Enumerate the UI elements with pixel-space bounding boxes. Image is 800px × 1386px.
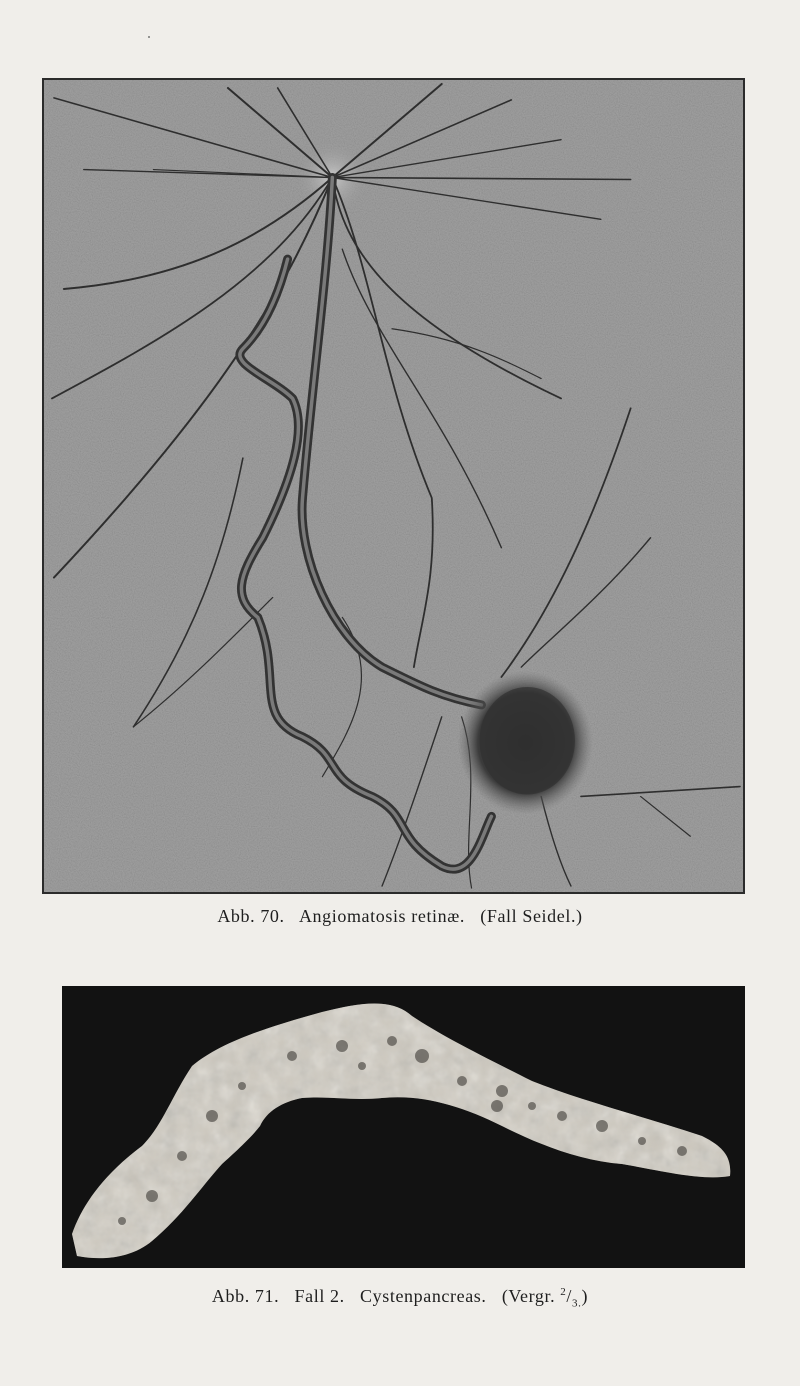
retina-illustration: [42, 78, 745, 894]
fundus-background: [44, 80, 743, 892]
figure-71-number: Abb. 71.: [211, 1286, 280, 1306]
magnification-separator: /: [566, 1286, 573, 1306]
figure-70-number: Abb. 70.: [217, 906, 285, 926]
figure-70-note: (Fall Seidel.): [480, 906, 583, 926]
magnification-numerator: 2: [560, 1286, 567, 1298]
pancreas-specimen: [62, 986, 745, 1268]
retina-drawing: [44, 80, 743, 892]
figure-70-caption: [0, 906, 800, 927]
figure-71-title: Cystenpancreas.: [360, 1286, 487, 1306]
magnification-close: ): [581, 1286, 589, 1306]
magnification-denominator: 3.: [572, 1297, 582, 1310]
figure-71-case: Fall 2.: [294, 1286, 345, 1306]
magnification-open: (Vergr.: [501, 1286, 561, 1306]
figure-70-title: Angiomatosis retinæ.: [298, 906, 465, 926]
page-speck: [148, 36, 150, 38]
pancreas-photograph: [62, 986, 745, 1268]
figure-71-caption: [0, 1286, 800, 1310]
figure-71-magnification: [501, 1286, 589, 1310]
